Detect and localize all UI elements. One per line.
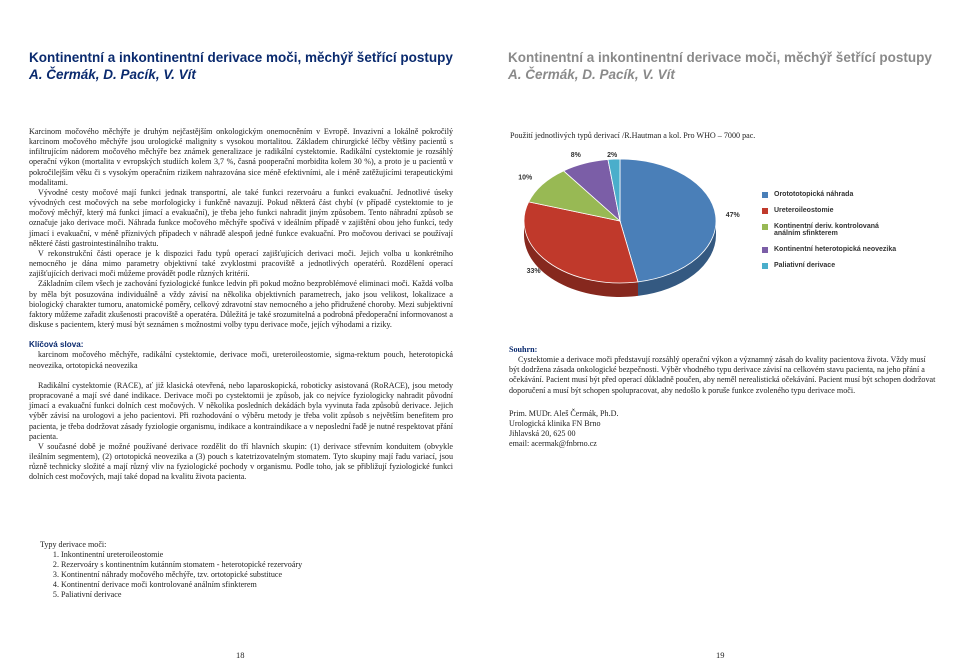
types-heading: Typy derivace moči: bbox=[40, 540, 107, 549]
title-text: Kontinentní a inkontinentní derivace moči, měchýř šetřící postupy bbox=[508, 50, 932, 65]
legend-item bbox=[762, 191, 897, 198]
legend-label: Kontinentní deriv. kontrolovaná análním sfinkterem bbox=[774, 223, 879, 237]
authors: A. Čermák, D. Pacík, V. Vít bbox=[29, 67, 196, 82]
slice-label: 2% bbox=[607, 152, 618, 159]
legend-label: Orotototopická náhrada bbox=[774, 191, 854, 198]
summary-text: Cystektomie a derivace moči představují rozsáhlý operační výkon a významný zásah do kvality pacientova života. Vždy musí být dodržena zásada onkologické bezpečnosti. Výběr vhodného typu derivace závisí na celkovém stavu pacienta, na jeho přání a očekávání. Pacient musí být před operací důkladně poučen, aby neměl nerealistická očekávání. Pacient musí být schopen dodržovat doporučení a musí být schopen spolupracovat, aby nedošlo k poruše funkce zvoleného typu derivace moči. bbox=[509, 355, 936, 395]
keywords-text: karcinom močového měchýře, radikální cystektomie, derivace moči, ureteroileostomie, sigma-rektum pouch, heterotopická neovezika, ortotopická neovezika bbox=[29, 350, 453, 370]
chart-caption: Použití jednotlivých typů derivací /R.Hautman a kol. Pro WHO – 7000 pac. bbox=[510, 131, 756, 140]
abstract-paragraph: Karcinom močového měchýře je druhým nejčastějším onkologickým onemocněním v Evropě. Invazivní a lokálně pokročilý karcinom močového měchýře jsou urologické malignity s vysokou mortalitou. Základem chirurgické léčby většiny pacientů s infiltrujícím nádorem močového měchýře bez známek generalizace je radikální cystektomie. Radikální cystektomie je rozsáhlý operační výkon (mortalita v evropských studiích kolem 3,7 %, časná pooperační morbidita kolem 30 %), a proto je u pacientů v pokročilejším věku či s vysokým operačním rizikem nahrazována sice méně efektivními, ale i méně zatěžujícími terapeutickými modalitami. bbox=[29, 127, 453, 187]
summary-heading: Souhrn: bbox=[509, 345, 538, 354]
chart-legend bbox=[762, 191, 897, 278]
legend-swatch bbox=[762, 192, 768, 198]
list-item: 4. Kontinentní derivace moči kontrolované análním sfinkterem bbox=[61, 580, 302, 590]
body-paragraph: Radikální cystektomie (RACE), ať již klasická otevřená, nebo laparoskopická, roboticky asistovaná (RoRACE), jsou metody propracované a mají své dané indikace. Derivace moči po cystektomii je způsob, jak co nejvíce fyziologicky nahradit původní jímací a evakuační funkci dolních cest močových. V několika posledních dekádách byla vyvinuta řada způsobů derivace. Jejich výběr závisí na urologovi a jeho pacientovi. Při rozhodování o výběru metody je třeba volit způsob s největším benefitem pro pacienta, je třeba dodržovat zásady fyziologie organismu, indikace a kontraindikace a v neposlední řadě je nutné respektovat přání pacienta. bbox=[29, 380, 453, 441]
legend-swatch bbox=[762, 263, 768, 269]
slice-label: 8% bbox=[570, 152, 581, 159]
legend-label: Ureteroileostomie bbox=[774, 207, 834, 214]
page-number: 18 bbox=[236, 650, 245, 660]
legend-item bbox=[762, 246, 897, 253]
legend-item bbox=[762, 262, 897, 269]
list-item: 2. Rezervoáry s kontinentním kutánním stomatem - heterotopické rezervoáry bbox=[61, 560, 302, 570]
contact-email: email: acermak@fnbrno.cz bbox=[509, 439, 597, 449]
authors: A. Čermák, D. Pacík, V. Vít bbox=[508, 67, 675, 82]
legend-swatch bbox=[762, 224, 768, 230]
contact-institution: Urologická klinika FN Brno bbox=[509, 419, 601, 429]
list-item: 5. Paliativní derivace bbox=[61, 590, 302, 600]
body-paragraph: Vývodné cesty močové mají funkci jednak transportní, ale také funkci rezervoáru a funkci evakuační. Jednotlivé úseky vývodných cest močových na sebe morfologicky i funkčně navazují. Pokud některá část chybí (v případě cystektomie to je močový měchýř, který má funkci jímací a evakuační), je třeba jeho funkci nahradit jiným způsobem. Tento náhradní způsob se označuje jako derivace moči. Náhrada funkce močového měchýře spočívá v ideálním případě v zajištění obou jeho funkcí, tedy jímací i evakuační, v méně příznivých případech v náhradě alespoň jedné funkce evakuační. Pro močovou derivaci se používají některé části gastrointestinálního traktu. bbox=[29, 187, 453, 248]
contact-address: Jihlavská 20, 625 00 bbox=[509, 429, 576, 439]
legend-label: Kontinentní heterotopická neovezika bbox=[774, 246, 897, 253]
contact-block bbox=[509, 409, 619, 450]
legend-item bbox=[762, 223, 897, 237]
left-page bbox=[0, 0, 480, 659]
slice-label: 33% bbox=[526, 268, 541, 276]
body-paragraph: V současné době je možné používané derivace rozdělit do tří hlavních skupin: (1) derivace střevním konduitem (obvykle ileálním segmentem), (2) ortotopická neovezika a (3) pouch s katetrizovatelným stomatem. Tyto skupiny mají řadu variací, jsou různě technicky složité a mají různý vliv na fyziologické pochody v organismu. Podle toho, jak se přibližují fyziologické funkci dolních cest močových, mají také dopad na kvalitu života pacienta. bbox=[29, 441, 453, 482]
derivation-types-list bbox=[40, 540, 302, 601]
legend-swatch bbox=[762, 208, 768, 214]
body-paragraph: Základním cílem všech je zachování fyziologické funkce ledvin při pokud možno bezproblémové eliminaci moči. Každá volba by měla být posuzována individuálně a vždy závisí na několika objektivních parametrech, jako jsou velikost, lokalizace a biologický charakter tumoru, anatomické poměry, celkový zdravotní stav nemocného a jeho přidružené choroby. Mezi subjektivní faktory můžeme zařadit zkušenosti pracoviště a operatéra. Důležitá je také srozumitelná a podrobná předoperační informovanost a diskuse s pacientem, který musí být seznámen s možnostmi volby typu derivace moče, jejích výhodami a riziky. bbox=[29, 279, 453, 329]
slice-label: 47% bbox=[725, 212, 740, 220]
slice-label: 10% bbox=[518, 174, 533, 182]
body-paragraph: V rekonstrukční části operace je k dispozici řadu typů operací zajišťujících derivaci moči. Jejich volba u konkrétního nemocného je dána mimo parametry objektivní také zvyklostmi pracoviště a jednotlivých operatérů. Rozdělení operací zajišťujících derivaci moči můžeme provádět podle různých kritérií. bbox=[29, 248, 453, 279]
contact-name: Prim. MUDr. Aleš Čermák, Ph.D. bbox=[509, 409, 619, 418]
running-title bbox=[508, 49, 932, 83]
keywords-heading-line bbox=[29, 340, 453, 350]
summary-section bbox=[509, 345, 937, 396]
right-page bbox=[480, 0, 960, 659]
legend-label: Paliativní derivace bbox=[774, 262, 836, 269]
page-number: 19 bbox=[716, 650, 725, 660]
list-item: 3. Kontinentní náhrady močového měchýře, tzv. ortotopické substituce bbox=[61, 570, 302, 580]
article-body bbox=[29, 127, 453, 482]
legend-item bbox=[762, 207, 897, 214]
keywords-heading: Klíčová slova: bbox=[29, 340, 84, 350]
title-text: Kontinentní a inkontinentní derivace moči, měchýř šetřící postupy bbox=[29, 50, 453, 65]
list-item: 1. Inkontinentní ureteroileostomie bbox=[61, 550, 302, 560]
article-title bbox=[29, 49, 453, 83]
legend-swatch bbox=[762, 247, 768, 253]
